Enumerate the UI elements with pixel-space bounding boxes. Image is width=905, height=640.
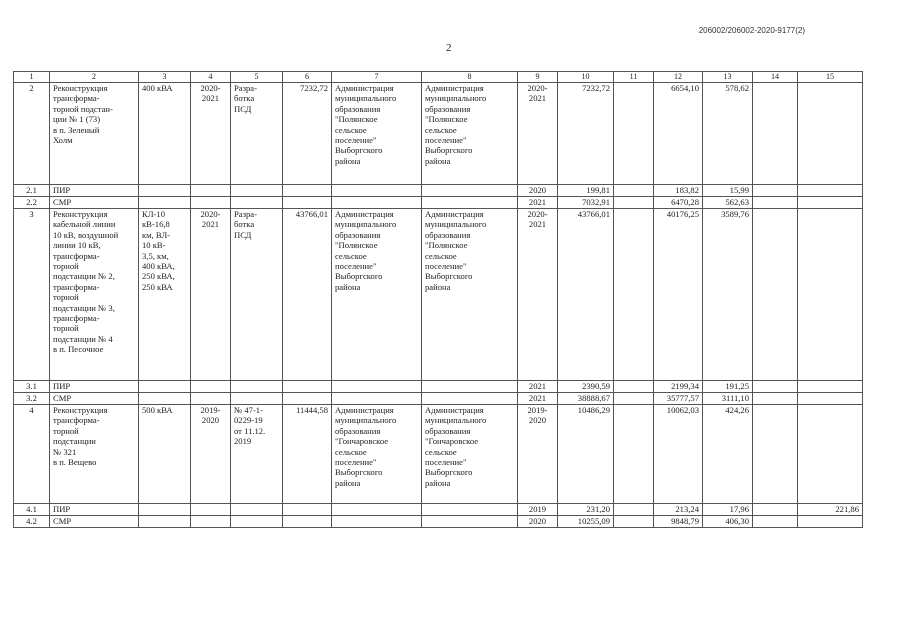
table-cell <box>139 504 191 516</box>
table-cell <box>332 393 422 405</box>
table-cell <box>753 197 798 209</box>
table-cell <box>422 516 518 528</box>
table-cell <box>332 504 422 516</box>
table-cell: 4.2 <box>14 516 50 528</box>
table-cell: 3.1 <box>14 381 50 393</box>
table-cell <box>332 197 422 209</box>
column-number-header: 15 <box>798 72 863 83</box>
table-cell: 400 кВА <box>139 83 191 185</box>
table-cell <box>614 381 654 393</box>
table-cell <box>139 516 191 528</box>
table-cell: 10062,03 <box>654 405 703 504</box>
table-cell: 562,63 <box>703 197 753 209</box>
table-cell: 9848,79 <box>654 516 703 528</box>
table-cell: 2390,59 <box>558 381 614 393</box>
table-cell <box>798 209 863 381</box>
column-number-header: 11 <box>614 72 654 83</box>
table-cell: 213,24 <box>654 504 703 516</box>
table-cell: ПИР <box>50 185 139 197</box>
table-cell: СМР <box>50 393 139 405</box>
table-row <box>14 381 863 393</box>
table-cell: 231,20 <box>558 504 614 516</box>
column-number-header: 8 <box>422 72 518 83</box>
table-cell: 3.2 <box>14 393 50 405</box>
table-cell <box>798 393 863 405</box>
table-cell <box>231 185 283 197</box>
column-number-header: 9 <box>518 72 558 83</box>
column-number-header: 4 <box>191 72 231 83</box>
table-cell: Администрация муниципального образования "Полянское сельское поселение" Выборгского района <box>332 209 422 381</box>
column-number-header: 3 <box>139 72 191 83</box>
table-cell <box>422 185 518 197</box>
table-cell <box>798 405 863 504</box>
table-cell: Разра- ботка ПСД <box>231 83 283 185</box>
table-cell: 43766,01 <box>558 209 614 381</box>
column-number-header: 14 <box>753 72 798 83</box>
table-cell <box>753 209 798 381</box>
table-cell <box>753 393 798 405</box>
table-cell: 11444,58 <box>283 405 332 504</box>
table-cell <box>614 393 654 405</box>
table-cell: 2019 <box>518 504 558 516</box>
table-cell: 2020 <box>518 516 558 528</box>
table-cell <box>614 516 654 528</box>
table-cell <box>753 405 798 504</box>
table-cell: 406,30 <box>703 516 753 528</box>
table-cell: 183,82 <box>654 185 703 197</box>
table-cell <box>231 197 283 209</box>
table-cell: 38888,67 <box>558 393 614 405</box>
table-cell <box>798 83 863 185</box>
table-cell <box>231 516 283 528</box>
table-cell <box>614 197 654 209</box>
table-cell <box>283 504 332 516</box>
column-number-header: 5 <box>231 72 283 83</box>
table-cell <box>422 381 518 393</box>
table-cell: СМР <box>50 197 139 209</box>
table-cell <box>332 185 422 197</box>
document-number: 206002/206002-2020-9177(2) <box>698 26 805 35</box>
column-number-header: 6 <box>283 72 332 83</box>
table-row <box>14 504 863 516</box>
table-cell: 3111,10 <box>703 393 753 405</box>
table-cell: 6470,28 <box>654 197 703 209</box>
table-cell: Разра- ботка ПСД <box>231 209 283 381</box>
table-cell: 2.1 <box>14 185 50 197</box>
table-cell <box>191 381 231 393</box>
table-cell <box>753 381 798 393</box>
table-cell: 199,81 <box>558 185 614 197</box>
table-cell: 15,99 <box>703 185 753 197</box>
table-cell: 6654,10 <box>654 83 703 185</box>
table-cell: 10486,29 <box>558 405 614 504</box>
table-cell: 4.1 <box>14 504 50 516</box>
table-cell <box>798 381 863 393</box>
table-cell: 424,26 <box>703 405 753 504</box>
table-cell: 2 <box>14 83 50 185</box>
table-row <box>14 197 863 209</box>
table-cell <box>139 381 191 393</box>
table-row <box>14 393 863 405</box>
table-cell: Реконструкция кабельной линии 10 кВ, воздушной линии 10 кВ, трансформа- торной подстанции № 2, трансформа- торной подстанции № 3, трансформа- торной подстанции № 4 в п. Песочное <box>50 209 139 381</box>
table-cell: № 47-1- 0229-19 от 11.12. 2019 <box>231 405 283 504</box>
table-cell: Администрация муниципального образования "Полянское сельское поселение" Выборгского района <box>422 83 518 185</box>
table-cell: 2020 <box>518 185 558 197</box>
table-row <box>14 516 863 528</box>
table-cell <box>191 504 231 516</box>
table-cell <box>422 197 518 209</box>
table-cell: 2021 <box>518 381 558 393</box>
page-number: 2 <box>446 42 452 54</box>
table-cell <box>231 393 283 405</box>
table-cell <box>753 504 798 516</box>
table-cell: 3589,76 <box>703 209 753 381</box>
table-cell <box>614 504 654 516</box>
table-cell <box>191 516 231 528</box>
table-cell: Реконструкция трансформа- торной подстан- ции № 1 (73) в п. Зеленый Холм <box>50 83 139 185</box>
table-cell <box>231 381 283 393</box>
table-cell <box>231 504 283 516</box>
column-number-header: 13 <box>703 72 753 83</box>
table-cell: 2021 <box>518 197 558 209</box>
column-number-header: 12 <box>654 72 703 83</box>
table-cell: 7232,72 <box>558 83 614 185</box>
column-number-header: 2 <box>50 72 139 83</box>
table-cell <box>422 393 518 405</box>
table-cell <box>798 185 863 197</box>
table-cell <box>614 209 654 381</box>
table-cell: 2019- 2020 <box>191 405 231 504</box>
table-row <box>14 83 863 185</box>
table-cell <box>332 516 422 528</box>
table-row <box>14 405 863 504</box>
table-cell: СМР <box>50 516 139 528</box>
table-cell <box>614 405 654 504</box>
table-row <box>14 209 863 381</box>
table-cell <box>191 393 231 405</box>
table-cell <box>139 185 191 197</box>
table-cell: 500 кВА <box>139 405 191 504</box>
table-cell <box>753 516 798 528</box>
table-cell <box>191 185 231 197</box>
table-cell: 221,86 <box>798 504 863 516</box>
table-cell <box>753 185 798 197</box>
table-cell: 10255,09 <box>558 516 614 528</box>
table-cell <box>283 393 332 405</box>
table-cell <box>753 83 798 185</box>
table-cell: Администрация муниципального образования "Полянское сельское поселение" Выборгского района <box>422 209 518 381</box>
table-cell: 2020- 2021 <box>518 209 558 381</box>
table-row <box>14 185 863 197</box>
table-cell: 40176,25 <box>654 209 703 381</box>
table-cell: 2.2 <box>14 197 50 209</box>
table-cell <box>139 393 191 405</box>
table-cell: 2020- 2021 <box>191 209 231 381</box>
table-header-row <box>14 72 863 83</box>
table-cell: 578,62 <box>703 83 753 185</box>
table-cell <box>798 516 863 528</box>
table-cell: КЛ-10 кВ-16,8 км, ВЛ- 10 кВ- 3,5, км, 400 кВА, 250 кВА, 250 кВА <box>139 209 191 381</box>
table-cell <box>283 381 332 393</box>
table-cell <box>139 197 191 209</box>
table-cell: 2020- 2021 <box>518 83 558 185</box>
table-cell <box>283 185 332 197</box>
table-cell <box>422 504 518 516</box>
table-cell <box>614 185 654 197</box>
table-cell: ПИР <box>50 381 139 393</box>
table-cell: ПИР <box>50 504 139 516</box>
table-cell <box>798 197 863 209</box>
table-cell: 35777,57 <box>654 393 703 405</box>
table-cell: 3 <box>14 209 50 381</box>
table-cell: Администрация муниципального образования "Гончаровское сельское поселение" Выборгского района <box>332 405 422 504</box>
table-cell: 2020- 2021 <box>191 83 231 185</box>
table-cell <box>191 197 231 209</box>
table-cell: 2021 <box>518 393 558 405</box>
table-cell: 2199,34 <box>654 381 703 393</box>
table-cell <box>614 83 654 185</box>
table-cell: 17,96 <box>703 504 753 516</box>
table-cell: 2019- 2020 <box>518 405 558 504</box>
table-cell <box>283 516 332 528</box>
table-cell: 4 <box>14 405 50 504</box>
table-cell: 43766,01 <box>283 209 332 381</box>
table-cell: 191,25 <box>703 381 753 393</box>
table-cell: Реконструкция трансформа- торной подстанции № 321 в п. Вещево <box>50 405 139 504</box>
table-cell <box>283 197 332 209</box>
table-cell <box>332 381 422 393</box>
column-number-header: 7 <box>332 72 422 83</box>
table-cell: Администрация муниципального образования "Полянское сельское поселение" Выборгского района <box>332 83 422 185</box>
table-cell: 7032,91 <box>558 197 614 209</box>
column-number-header: 1 <box>14 72 50 83</box>
investment-program-table <box>13 71 863 528</box>
table-cell: Администрация муниципального образования "Гончаровское сельское поселение" Выборгского района <box>422 405 518 504</box>
table-cell: 7232,72 <box>283 83 332 185</box>
column-number-header: 10 <box>558 72 614 83</box>
